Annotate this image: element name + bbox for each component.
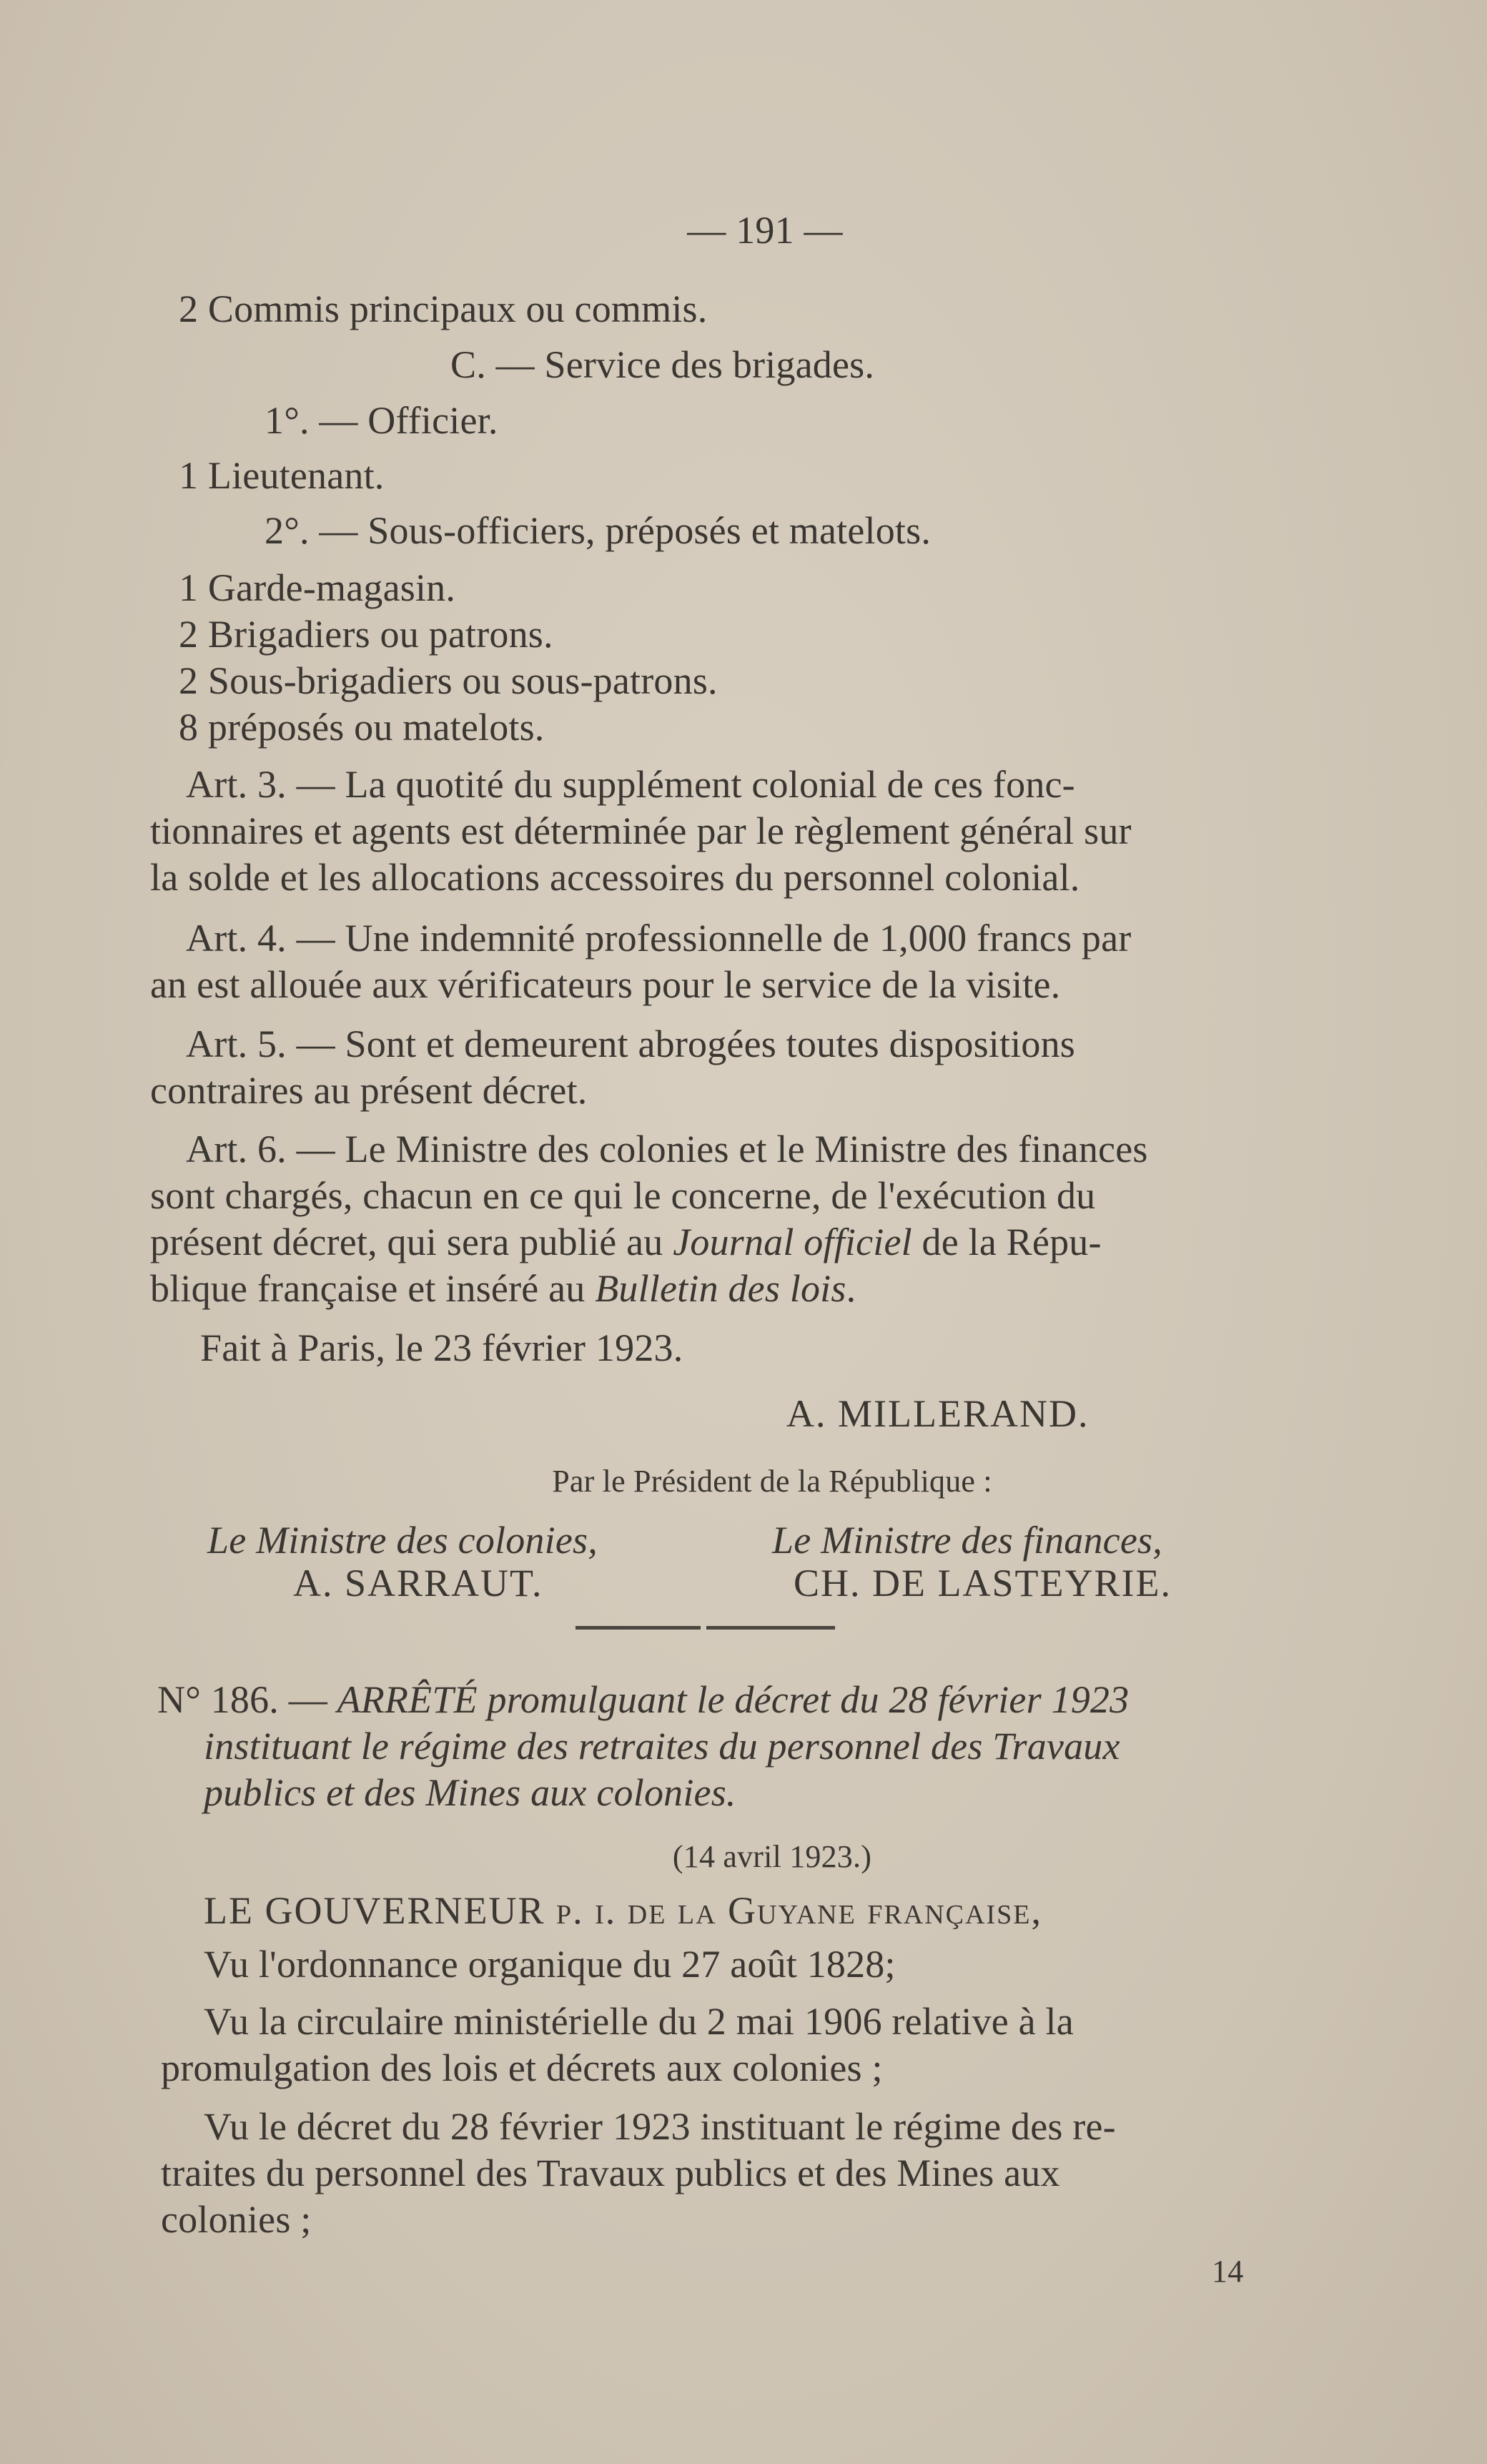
- article-4-line: an est allouée aux vérificateurs pour le service de la visite.: [150, 963, 1061, 1006]
- article-6-line: blique française et inséré au Bulletin des lois.: [150, 1267, 856, 1310]
- sub-heading: 2°. — Sous-officiers, préposés et matelots.: [265, 509, 932, 552]
- list-item: 1 Lieutenant.: [179, 454, 385, 497]
- sub-heading: 1°. — Officier.: [265, 399, 498, 442]
- arrete-heading-line: N° 186. — ARRÊTÉ promulguant le décret du 28 février 1923: [157, 1678, 1130, 1721]
- vu-line: promulgation des lois et décrets aux colonies ;: [161, 2046, 883, 2089]
- arrete-heading-line: publics et des Mines aux colonies.: [204, 1771, 736, 1814]
- ministre-colonies-name: A. SARRAUT.: [293, 1562, 543, 1605]
- arrete-date: (14 avril 1923.): [672, 1839, 872, 1874]
- list-item: 1 Garde-magasin.: [179, 566, 456, 609]
- vu-line: colonies ;: [161, 2198, 312, 2241]
- article-3-line: la solde et les allocations accessoires du personnel colonial.: [150, 856, 1080, 899]
- ministre-colonies-title: Le Ministre des colonies,: [207, 1519, 598, 1562]
- article-5-line: Art. 5. — Sont et demeurent abrogées toutes dispositions: [186, 1022, 1076, 1065]
- list-item: 2 Commis principaux ou commis.: [179, 287, 708, 330]
- section-heading: C. — Service des brigades.: [450, 343, 875, 386]
- ministre-finances-name: CH. DE LASTEYRIE.: [794, 1562, 1172, 1605]
- article-4-line: Art. 4. — Une indemnité professionnelle de 1,000 francs par: [186, 917, 1132, 960]
- gouverneur-line: LE GOUVERNEUR p. i. de la Guyane française,: [204, 1889, 1042, 1932]
- ministre-finances-title: Le Ministre des finances,: [772, 1519, 1162, 1562]
- par-le-president: Par le Président de la République :: [552, 1464, 992, 1499]
- article-5-line: contraires au présent décret.: [150, 1069, 588, 1112]
- fait-a-paris: Fait à Paris, le 23 février 1923.: [200, 1326, 683, 1369]
- signature-mark: 14: [1212, 2254, 1244, 2289]
- vu-line: Vu le décret du 28 février 1923 instituant le régime des re-: [204, 2105, 1116, 2148]
- list-item: 2 Sous-brigadiers ou sous-patrons.: [179, 659, 718, 702]
- arrete-heading-line: instituant le régime des retraites du personnel des Travaux: [204, 1725, 1120, 1768]
- article-6-line: présent décret, qui sera publié au Journal officiel de la Répu-: [150, 1221, 1102, 1263]
- article-3-line: Art. 3. — La quotité du supplément colonial de ces fonc-: [186, 763, 1075, 806]
- list-item: 2 Brigadiers ou patrons.: [179, 613, 553, 656]
- article-6-line: sont chargés, chacun en ce qui le concerne, de l'exécution du: [150, 1174, 1096, 1217]
- journal-officiel-title: Journal officiel: [673, 1221, 912, 1263]
- page-number-header: — 191 —: [687, 209, 843, 252]
- separator-rule: [575, 1626, 701, 1630]
- vu-line: traites du personnel des Travaux publics et des Mines aux: [161, 2152, 1060, 2194]
- article-6-line: Art. 6. — Le Ministre des colonies et le Ministre des finances: [186, 1128, 1148, 1171]
- vu-line: Vu l'ordonnance organique du 27 août 1828;: [204, 1943, 896, 1986]
- separator-rule: [706, 1626, 835, 1630]
- bulletin-des-lois-title: Bulletin des lois: [595, 1267, 846, 1310]
- signature-millerand: A. MILLERAND.: [786, 1392, 1090, 1435]
- list-item: 8 préposés ou matelots.: [179, 706, 545, 749]
- article-3-line: tionnaires et agents est déterminée par le règlement général sur: [150, 809, 1132, 852]
- vu-line: Vu la circulaire ministérielle du 2 mai 1906 relative à la: [204, 2000, 1074, 2043]
